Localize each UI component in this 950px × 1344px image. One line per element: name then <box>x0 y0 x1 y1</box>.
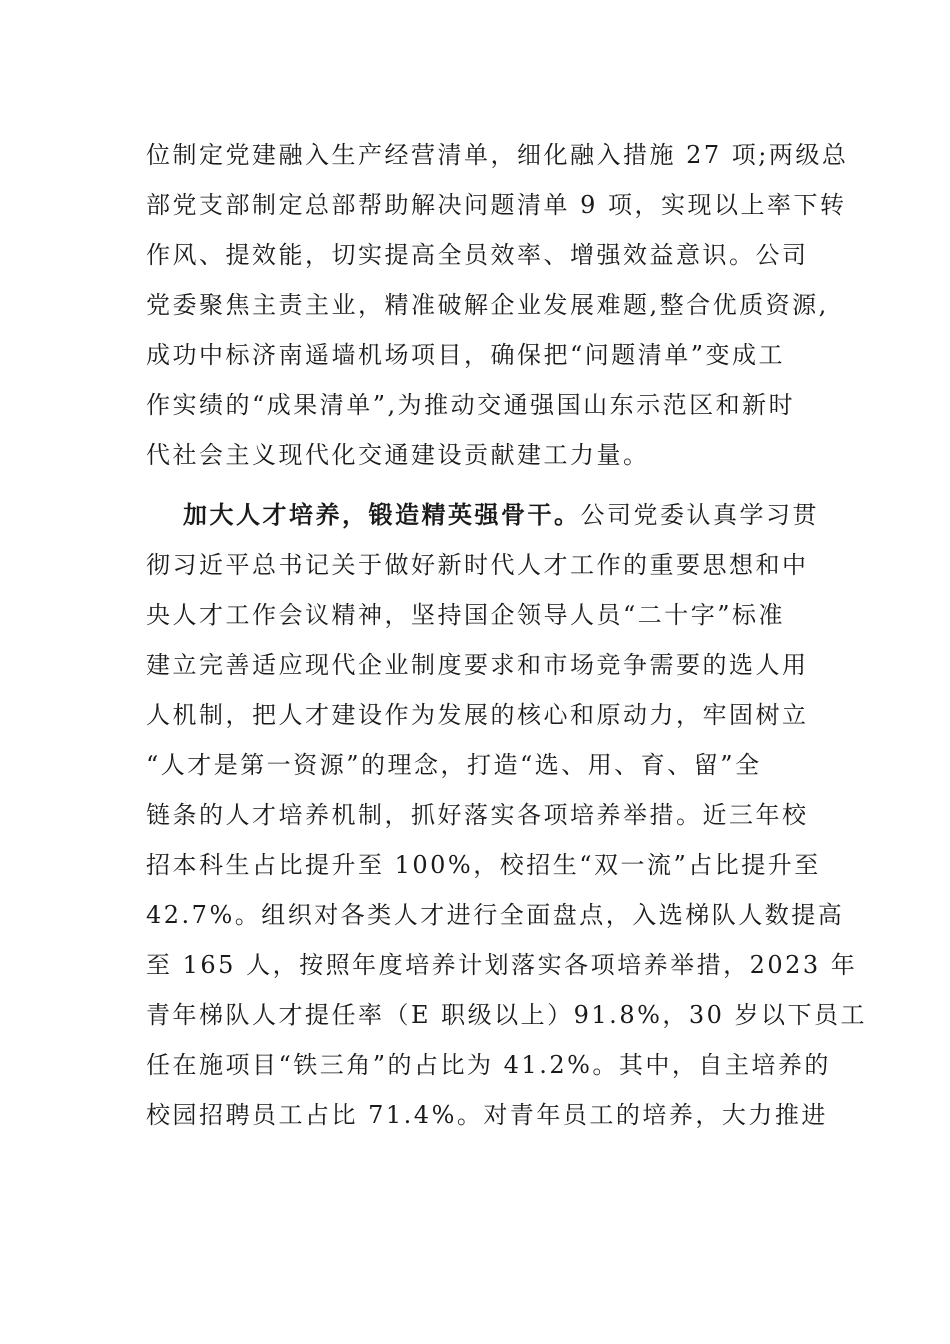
paragraph-2-line-6: “人才是第一资源”的理念，打造“选、用、育、留”全 <box>146 751 762 779</box>
paragraph-1-line-3: 作风、提效能，切实提高全员效率、增强效益意识。公司 <box>146 241 809 269</box>
paragraph-2-line-1 <box>183 490 826 540</box>
paragraph-2-line-4: 建立完善适应现代企业制度要求和市场竞争需要的选人用 <box>146 651 809 679</box>
paragraph-1-line-5: 成功中标济南遥墙机场项目，确保把“问题清单”变成工 <box>146 341 786 369</box>
paragraph-2-line-3: 央人才工作会议精神，坚持国企领导人员“二十字”标准 <box>146 601 786 629</box>
paragraph-1-line-4: 党委聚焦主责主业，精准破解企业发展难题,整合优质资源, <box>146 291 829 319</box>
paragraph-2-line-5: 人机制，把人才建设作为发展的核心和原动力，牢固树立 <box>146 701 809 729</box>
paragraph-1-line-6: 作实绩的“成果清单”,为推动交通强国山东示范区和新时 <box>146 391 796 419</box>
paragraph-2-line-11: 青年梯队人才提任率（E 职级以上）91.8%，30 岁以下员工 <box>146 1001 868 1029</box>
paragraph-2-line-2: 彻习近平总书记关于做好新时代人才工作的重要思想和中 <box>146 551 809 579</box>
paragraph-2-line-13: 校园招聘员工占比 71.4%。对青年员工的培养，大力推进 <box>146 1101 828 1129</box>
paragraph-1-line-2: 部党支部制定总部帮助解决问题清单 9 项，实现以上率下转 <box>146 191 847 219</box>
paragraph-2-line-9: 42.7%。组织对各类人才进行全面盘点，入选梯队人数提高 <box>146 901 845 929</box>
paragraph-2-line-8: 招本科生占比提升至 100%，校招生“双一流”占比提升至 <box>146 851 821 879</box>
paragraph-1-line-1: 位制定党建融入生产经营清单，细化融入措施 27 项;两级总 <box>146 141 849 169</box>
paragraph-2-line-10: 至 165 人，按照年度培养计划落实各项培养举措，2023 年 <box>146 951 858 979</box>
paragraph-1-line-7: 代社会主义现代化交通建设贡献建工力量。 <box>146 441 650 469</box>
paragraph-2-line-12: 任在施项目“铁三角”的占比为 41.2%。其中，自主培养的 <box>146 1051 831 1079</box>
section-heading: 加大人才培养，锻造精英强骨干。 <box>183 500 581 529</box>
paragraph-2-line-1-rest: 公司党委认真学习贯 <box>580 501 819 529</box>
paragraph-2-line-7: 链条的人才培养机制，抓好落实各项培养举措。近三年校 <box>146 801 809 829</box>
